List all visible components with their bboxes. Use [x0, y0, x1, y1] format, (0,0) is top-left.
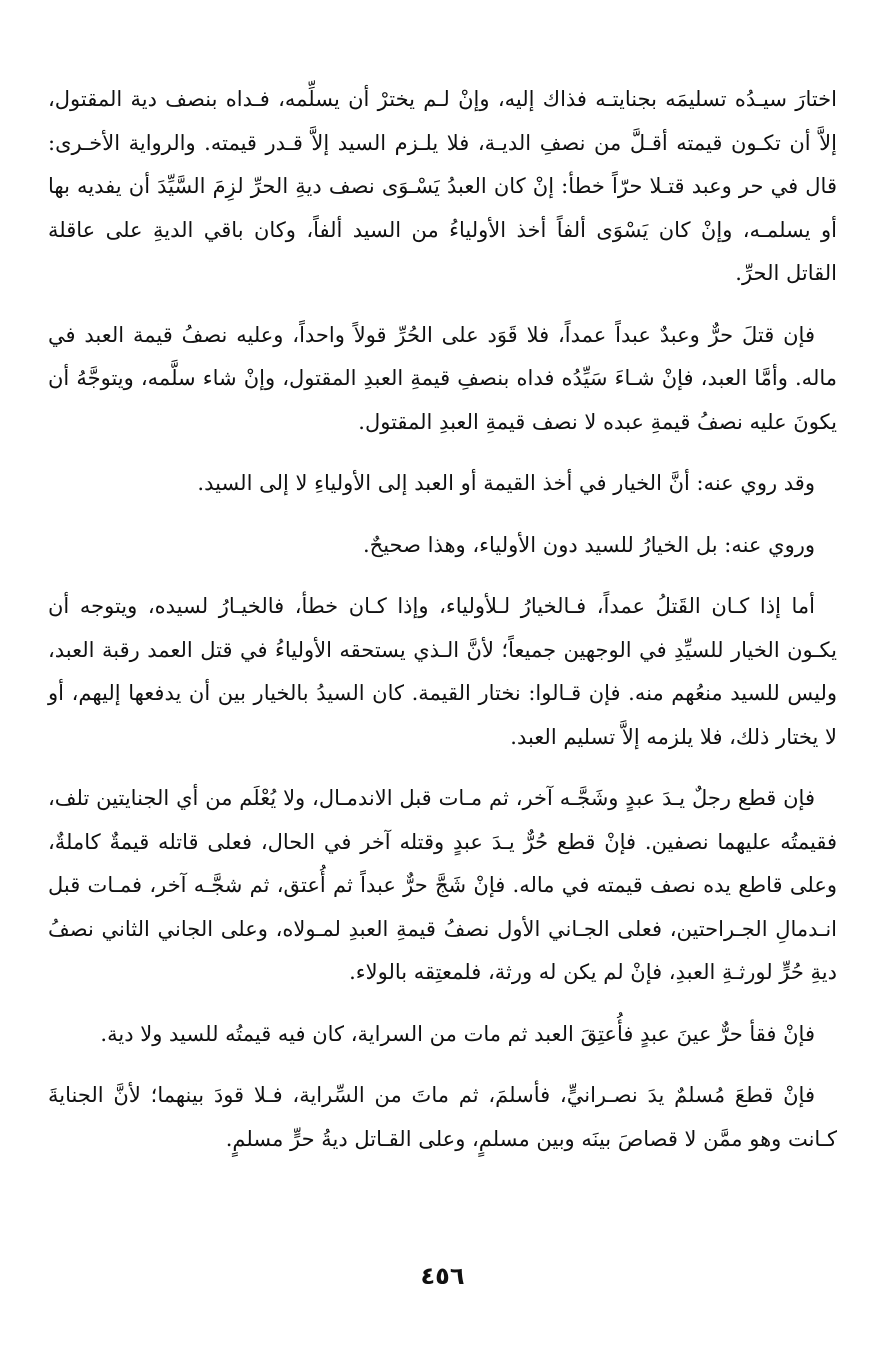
paragraph-8: فإنْ قطعَ مُسلمٌ يدَ نصـرانيٍّ، فأسلمَ، ثم ماتَ من السِّراية، فـلا قودَ بينهما؛ لأنَّ الجنايةَ كـانت وهو ممَّن لا قصاصَ بينَه وبين مسلمٍ، وعلى القـاتل ديةُ حرٍّ مسلمٍ. — [48, 1083, 837, 1151]
paragraph-6: فإن قطع رجلٌ يـدَ عبدٍ وشَجَّـه آخر، ثم مـات قبل الاندمـال، ولا يُعْلَم من أي الجنايتين تلف، فقيمتُه عليهما نصفين. فإنْ قطع حُرٌّ يـدَ عبدٍ وقتله آخر في الحال، فعلى قاتله قيمةٌ كاملةٌ، وعلى قاطع يده نصف قيمته في ماله. فإنْ شَجَّ حرٌّ عبداً ثم أُعتق، ثم شجَّـه آخر، فمـات قبل انـدمالِ الجـراحتين، فعلى الجـاني الأول نصفُ قيمةِ العبدِ لمـولاه، وعلى الجاني الثاني نصفُ ديةِ حُرٍّ لورثـةِ العبدِ، فإنْ لم يكن له ورثة، فلمعتِقه بالولاء. — [48, 786, 837, 984]
paragraph-1: اختارَ سيـدُه تسليمَه بجنايتـه فذاك إليه، وإنْ لـم يخترْ أن يسلِّمه، فـداه بنصف دية المقتول، إلاَّ أن تكـون قيمته أقـلَّ من نصفِ الديـة، فلا يلـزم السيد إلاَّ قـدر قيمته. والرواية الأخـرى: قال في حر وعبد قتـلا حرّاً خطأ: إنْ كان العبدُ يَسْـوَى نصف ديةِ الحرِّ لزِمَ السَّيِّدَ أن يفديه بها أو يسلمـه، وإنْ كان يَسْوَى ألفاً أخذ الأولياءُ من السيد ألفاً، وكان باقي الديةِ على عاقلة القاتل الحرِّ. — [48, 87, 837, 285]
page-number: ٤٥٦ — [420, 1262, 465, 1290]
paragraph-5: أما إذا كـان القَتلُ عمداً، فـالخيارُ لـلأولياء، وإذا كـان خطأ، فالخيـارُ لسيده، ويتوجه أن يكـون الخيار للسيِّدِ في الوجهين جميعاً؛ لأنَّ الـذي يستحقه الأولياءُ في قتل العمد رقبة العبد، وليس للسيد منعُهم منه. فإن قـالوا: نختار القيمة. كان السيدُ بالخيار بين أن يدفعها إليهم، أو لا يختار ذلك، فلا يلزمه إلاَّ تسليم العبد. — [48, 594, 837, 749]
paragraph-7: فإنْ فقأ حرٌّ عينَ عبدٍ فأُعتِقَ العبد ثم مات من السراية، كان فيه قيمتُه للسيد ولا دية. — [100, 1021, 815, 1046]
paragraph-2: فإن قتلَ حرٌّ وعبدٌ عبداً عمداً، فلا قَوَد على الحُرِّ قولاً واحداً، وعليه نصفُ قيمة العبد في ماله. وأمَّا العبد، فإنْ شـاءَ سَيِّدُه فداه بنصفِ قيمةِ العبدِ المقتول، وإنْ شاء سلَّمه، ويتوجَّهُ أن يكونَ عليه نصفُ قيمةِ عبده لا نصف قيمةِ العبدِ المقتول. — [48, 322, 837, 434]
body-text — [48, 78, 837, 1179]
paragraph-4: وروي عنه: بل الخيارُ للسيد دون الأولياء، وهذا صحيحٌ. — [362, 532, 815, 557]
paragraph-3: وقد روي عنه: أنَّ الخيار في أخذ القيمة أو العبد إلى الأولياءِ لا إلى السيد. — [197, 471, 815, 495]
